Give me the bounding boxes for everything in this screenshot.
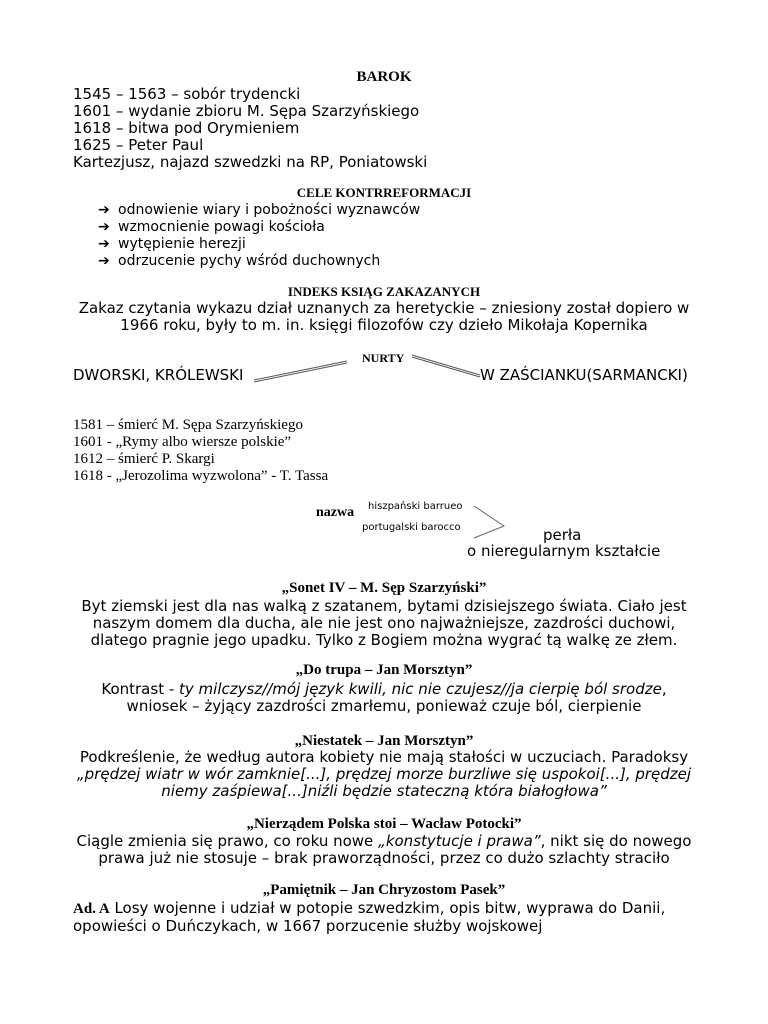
timeline-item: 1601 – wydanie zbioru M. Sępa Szarzyńskiego bbox=[73, 102, 420, 120]
cele-heading: CELE KONTRREFORMACJI bbox=[296, 185, 472, 200]
page-title: BAROK bbox=[356, 69, 412, 85]
pamietnik-text: Ad. A Losy wojenne i udział w potopie szwedzkim, opis bitw, wyprawa do Danii, opowieści o Duńczykach, w 1667 porzucenie służby wojskowej bbox=[73, 899, 666, 935]
nierzadem-heading: „Nierządem Polska stoi – Wacław Potocki” bbox=[246, 816, 522, 832]
arrow-right-icon: ➔ bbox=[98, 202, 110, 218]
trupa-heading: „Do trupa – Jan Morsztyn” bbox=[295, 662, 473, 678]
trupa-text: Kontrast - ty milczysz//mój język kwili, nic nie czujesz//ja cierpię ból srodze, wniosek – żyjący zazdrości zmarłemu, ponieważ czuje ból, cierpienie bbox=[101, 680, 667, 715]
nurty-right: W ZAŚCIANKU(SARMANCKI) bbox=[480, 366, 688, 384]
timeline-item: 1601 - „Rymy albo wiersze polskie” bbox=[73, 434, 292, 450]
nurty-left: DWORSKI, KRÓLEWSKI bbox=[73, 366, 244, 384]
list-item: ➔ odnowienie wiary i pobożności wyznawców bbox=[98, 202, 421, 218]
nurty-connector-lines bbox=[0, 0, 768, 420]
timeline-item: 1625 – Peter Paul bbox=[73, 136, 204, 154]
nazwa-meaning-1: perła bbox=[543, 526, 582, 544]
timeline-item: 1612 – śmierć P. Skargi bbox=[73, 451, 215, 467]
nierzadem-text: Ciągle zmienia się prawo, co roku nowe „konstytucje i prawa”, nikt się do nowego prawa już nie stosuje – brak praworządności, przez co dużo szlachty straciło bbox=[76, 832, 692, 867]
nazwa-option-2: portugalski barocco bbox=[362, 522, 461, 533]
timeline-item: 1618 – bitwa pod Orymieniem bbox=[73, 119, 300, 137]
arrow-right-icon: ➔ bbox=[98, 219, 110, 235]
nazwa-option-1: hiszpański barrueo bbox=[368, 501, 463, 512]
pamietnik-heading: „Pamiętnik – Jan Chryzostom Pasek” bbox=[262, 882, 506, 898]
sonet-heading: „Sonet IV – M. Sęp Szarzyński” bbox=[281, 580, 487, 596]
arrow-right-icon: ➔ bbox=[98, 236, 110, 252]
timeline-item: Kartezjusz, najazd szwedzki na RP, Poniatowski bbox=[73, 153, 428, 171]
chevron-right-icon bbox=[470, 500, 510, 540]
list-item: ➔ odrzucenie pychy wśród duchownych bbox=[98, 253, 381, 269]
nazwa-label: nazwa bbox=[316, 505, 355, 520]
nurty-label: NURTY bbox=[362, 351, 405, 365]
indeks-text: Zakaz czytania wykazu dział uznanych za heretyckie – zniesiony został dopiero w 1966 roku, były to m. in. księgi filozofów czy dzieło Mikołaja Kopernika bbox=[78, 299, 690, 334]
list-item: ➔ wzmocnienie powagi kościoła bbox=[98, 219, 325, 235]
timeline-item: 1581 – śmierć M. Sępa Szarzyńskiego bbox=[73, 417, 303, 433]
sonet-text: Byt ziemski jest dla nas walką z szatanem, bytami dzisiejszego świata. Ciało jest naszym domem dla ducha, ale nie jest ono najważniejsze, zazdrości duchowi, dlatego pragnie jego upadku. Tylko z Bogiem można wygrać tą walkę ze złem. bbox=[81, 597, 687, 649]
arrow-right-icon: ➔ bbox=[98, 253, 110, 269]
list-item: ➔ wytępienie herezji bbox=[98, 236, 246, 252]
niestatek-text: Podkreślenie, że według autora kobiety nie mają stałości w uczuciach. Paradoksy „prędzej wiatr w wór zamknie[...], prędzej morze burzliwe się uspokoi[...], prędzej niemy zaśpiewa[...]niźli będzie stateczną która białogłowa” bbox=[76, 748, 692, 800]
niestatek-heading: „Niestatek – Jan Morsztyn” bbox=[294, 733, 474, 749]
timeline-2 bbox=[73, 417, 328, 485]
timeline-item: 1618 - „Jerozolima wyzwolona” - T. Tassa bbox=[73, 468, 329, 484]
timeline-item: 1545 – 1563 – sobór trydencki bbox=[73, 85, 301, 103]
nazwa-meaning-2: o nieregularnym kształcie bbox=[467, 542, 661, 560]
indeks-heading: INDEKS KSIĄG ZAKAZANYCH bbox=[287, 284, 481, 299]
